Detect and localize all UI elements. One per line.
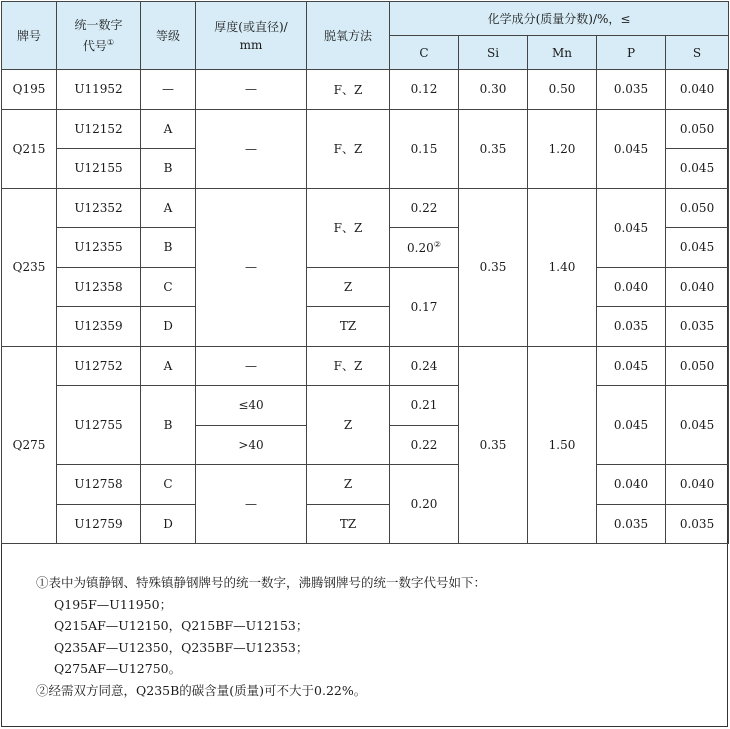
- header-quality: 等级: [141, 2, 196, 70]
- s-cell: 0.050: [666, 346, 729, 386]
- grade-cell: Q275: [2, 346, 57, 544]
- mn-cell: 1.50: [528, 346, 597, 544]
- mn-cell: 1.20: [528, 109, 597, 188]
- s-cell: 0.045: [666, 386, 729, 465]
- code-cell: U12152: [57, 109, 141, 149]
- p-cell: 0.045: [597, 386, 666, 465]
- footnote-1: ①表中为镇静钢、特殊镇静钢牌号的统一数字，沸腾钢牌号的统一数字代号如下：: [36, 575, 487, 590]
- thickness-cell: —: [196, 109, 307, 188]
- header-code: [57, 2, 141, 70]
- deox-cell: Z: [307, 465, 390, 505]
- deox-cell: F、Z: [307, 188, 390, 267]
- header-p: P: [597, 36, 666, 70]
- thickness-cell: —: [196, 70, 307, 110]
- p-cell: 0.035: [597, 70, 666, 110]
- p-cell: 0.045: [597, 109, 666, 188]
- code-cell: U11952: [57, 70, 141, 110]
- p-cell: 0.040: [597, 465, 666, 505]
- header-mn: Mn: [528, 36, 597, 70]
- p-cell: 0.040: [597, 267, 666, 307]
- si-cell: 0.35: [459, 188, 528, 346]
- c-cell: 0.17: [390, 267, 459, 346]
- grade-cell: Q235: [2, 188, 57, 346]
- header-deoxidation: 脱氧方法: [307, 2, 390, 70]
- mn-cell: 1.40: [528, 188, 597, 346]
- code-cell: U12755: [57, 386, 141, 465]
- quality-cell: A: [141, 346, 196, 386]
- header-code-line2: 代号: [82, 39, 107, 53]
- thickness-cell: —: [196, 188, 307, 346]
- table-row: [2, 504, 729, 544]
- table-row: [2, 465, 729, 505]
- quality-cell: C: [141, 267, 196, 307]
- header-grade: 牌号: [2, 2, 57, 70]
- s-cell: 0.040: [666, 267, 729, 307]
- c-cell: 0.20: [390, 465, 459, 544]
- quality-cell: A: [141, 109, 196, 149]
- table-row: [2, 70, 729, 110]
- table-row: [2, 346, 729, 386]
- p-cell: 0.035: [597, 307, 666, 347]
- table-row: [2, 267, 729, 307]
- table-row: [2, 307, 729, 347]
- footnote-q235: Q235AF—U12350，Q235BF—U12353；: [54, 639, 309, 655]
- quality-cell: D: [141, 307, 196, 347]
- header-thickness-line1: 厚度(或直径)/: [214, 19, 288, 34]
- s-cell: 0.035: [666, 504, 729, 544]
- s-cell: 0.045: [666, 228, 729, 268]
- table-row: [2, 109, 729, 149]
- quality-cell: B: [141, 228, 196, 268]
- header-thickness-line2: mm: [239, 37, 263, 52]
- mn-cell: 0.50: [528, 70, 597, 110]
- deox-cell: F、Z: [307, 109, 390, 188]
- code-cell: U12758: [57, 465, 141, 505]
- c-cell: 0.12: [390, 70, 459, 110]
- deox-cell: TZ: [307, 504, 390, 544]
- header-code-mark: ①: [106, 38, 115, 47]
- header-chemical-composition: 化学成分(质量分数)/%，≤: [390, 2, 729, 36]
- c-cell: 0.24: [390, 346, 459, 386]
- p-cell: 0.045: [597, 188, 666, 267]
- s-cell: 0.045: [666, 149, 729, 189]
- c-cell: 0.15: [390, 109, 459, 188]
- c-value: 0.20: [407, 240, 434, 255]
- code-cell: U12358: [57, 267, 141, 307]
- p-cell: 0.045: [597, 346, 666, 386]
- deox-cell: TZ: [307, 307, 390, 347]
- c-cell: 0.21: [390, 386, 459, 426]
- header-si: Si: [459, 36, 528, 70]
- c-cell: 0.22: [390, 188, 459, 228]
- code-cell: U12355: [57, 228, 141, 268]
- quality-cell: A: [141, 188, 196, 228]
- footnote-q215: Q215AF—U12150，Q215BF—U12153；: [54, 618, 309, 633]
- header-c: C: [390, 36, 459, 70]
- table-row: [2, 386, 729, 426]
- code-cell: U12752: [57, 346, 141, 386]
- code-cell: U12155: [57, 149, 141, 189]
- header-code-line1: 统一数字: [74, 18, 123, 32]
- deox-cell: F、Z: [307, 70, 390, 110]
- deox-cell: F、Z: [307, 346, 390, 386]
- code-cell: U12359: [57, 307, 141, 347]
- footnote-mark: ②: [433, 239, 441, 249]
- footnote-2: ②经需双方同意，Q235B的碳含量(质量)可不大于0.22%。: [36, 682, 367, 698]
- header-s: S: [666, 36, 729, 70]
- si-cell: 0.30: [459, 70, 528, 110]
- grade-cell: Q215: [2, 109, 57, 188]
- footnotes: [36, 572, 716, 701]
- quality-cell: —: [141, 70, 196, 110]
- code-cell: U12759: [57, 504, 141, 544]
- thickness-cell: —: [196, 346, 307, 386]
- footnote-q275: Q275AF—U12750。: [54, 661, 182, 676]
- s-cell: 0.035: [666, 307, 729, 347]
- quality-cell: B: [141, 386, 196, 465]
- c-cell: [390, 228, 459, 268]
- s-cell: 0.040: [666, 465, 729, 505]
- deox-cell: Z: [307, 267, 390, 307]
- p-cell: 0.035: [597, 504, 666, 544]
- steel-composition-table: [1, 1, 729, 544]
- c-cell: 0.22: [390, 425, 459, 465]
- thickness-cell: ≤40: [196, 386, 307, 426]
- quality-cell: D: [141, 504, 196, 544]
- si-cell: 0.35: [459, 109, 528, 188]
- thickness-cell: —: [196, 465, 307, 544]
- header-thickness: [196, 2, 307, 70]
- quality-cell: C: [141, 465, 196, 505]
- si-cell: 0.35: [459, 346, 528, 544]
- s-cell: 0.050: [666, 188, 729, 228]
- s-cell: 0.050: [666, 109, 729, 149]
- deox-cell: Z: [307, 386, 390, 465]
- s-cell: 0.040: [666, 70, 729, 110]
- table-row: [2, 188, 729, 228]
- quality-cell: B: [141, 149, 196, 189]
- thickness-cell: >40: [196, 425, 307, 465]
- code-cell: U12352: [57, 188, 141, 228]
- footnote-q195f: Q195F—U11950；: [54, 596, 173, 612]
- grade-cell: Q195: [2, 70, 57, 110]
